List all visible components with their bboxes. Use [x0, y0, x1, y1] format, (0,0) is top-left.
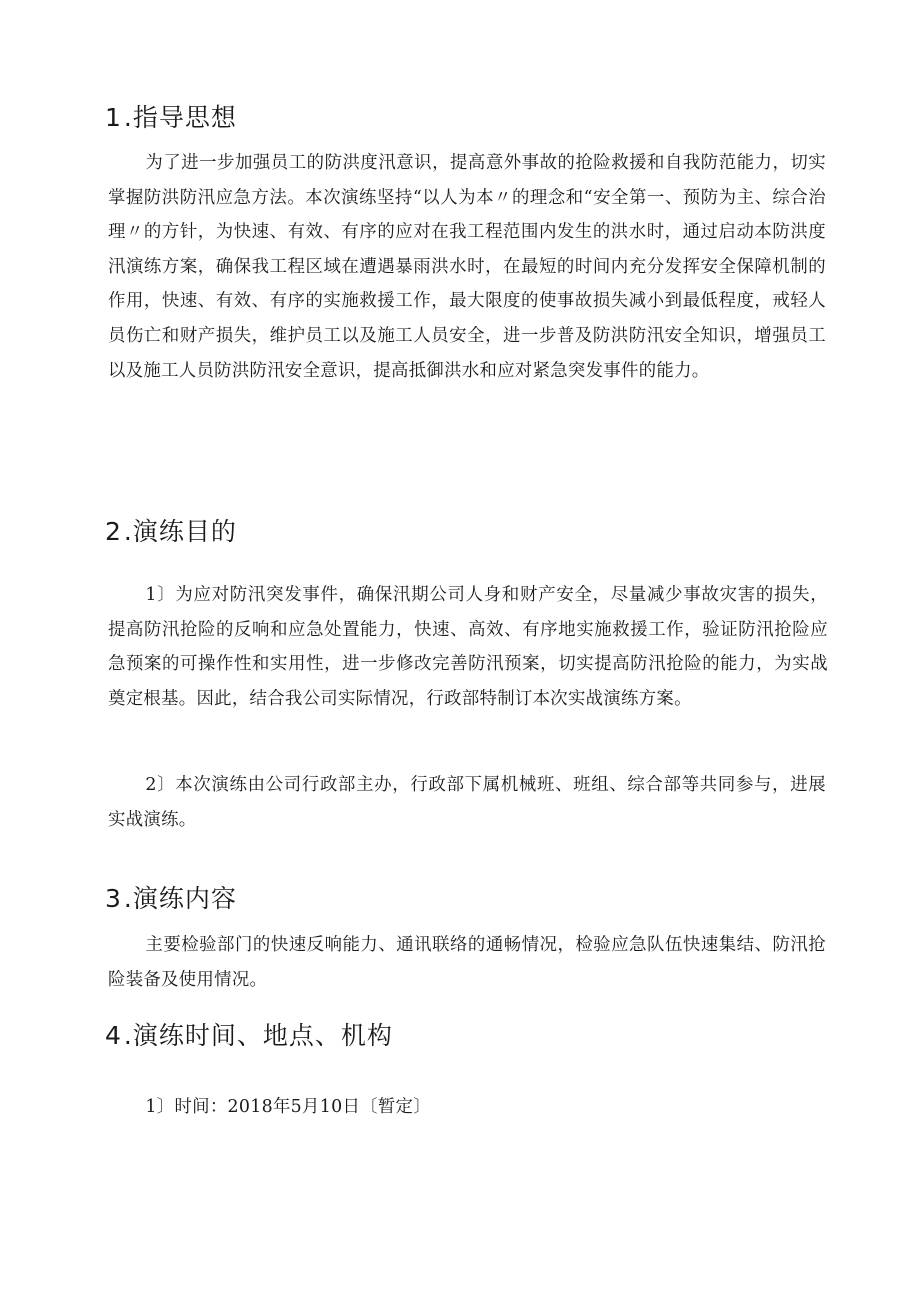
section-number: 3 — [105, 884, 122, 913]
section-number: 1 — [105, 103, 122, 132]
section-heading-2 — [105, 516, 237, 548]
section-2-paragraph-1: 1〕为应对防汛突发事件，确保汛期公司人身和财产安全，尽量减少事故灾害的损失，提高防汛抢险的反响和应急处置能力，快速、高效、有序地实施救援工作，验证防汛抢险应急预案的可操作性和实用性，进一步修改完善防汛预案，切实提高防汛抢险的能力，为实战奠定根基。因此，结合我公司实际情况，行政部特制订本次实战演练方案。 — [108, 585, 828, 709]
section-1-paragraph-1: 为了进一步加强员工的防洪度汛意识，提高意外事故的抢险救援和自我防范能力，切实掌握防洪防汛应急方法。本次演练坚持“以人为本〃的理念和“安全第一、预防为主、综合治理〃的方针，为快速、有效、有序的应对在我工程范围内发生的洪水时，通过启动本防洪度汛演练方案，确保我工程区域在遭遇暴雨洪水时，在最短的时间内充分发挥安全保障机制的作用，快速、有效、有序的实施救援工作，最大限度的使事故损失减小到最低程度，戒轻人员伤亡和财产损失，维护员工以及施工人员安全，进一步普及防洪防汛安全知识，增强员工以及施工人员防洪防汛安全意识，提高抵御洪水和应对紧急突发事件的能力。 — [108, 153, 826, 381]
section-title: .指导思想 — [123, 103, 237, 132]
section-2-paragraph-2: 2〕本次演练由公司行政部主办，行政部下属机械班、班组、综合部等共同参与，进展实战演练。 — [108, 775, 826, 830]
section-heading-3 — [105, 883, 237, 915]
section-title: .演练内容 — [123, 884, 237, 913]
section-number: 4 — [105, 1021, 122, 1050]
section-4-paragraph-1: 1〕时间：2018年5月10日〔暂定〕 — [145, 1097, 431, 1117]
section-title: .演练时间、地点、机构 — [123, 1021, 393, 1050]
section-heading-4 — [105, 1020, 393, 1052]
section-3-paragraph-1: 主要检验部门的快速反响能力、通讯联络的通畅情况，检验应急队伍快速集结、防汛抢险装备及使用情况。 — [108, 935, 826, 990]
section-number: 2 — [105, 517, 122, 546]
section-title: .演练目的 — [123, 517, 237, 546]
section-heading-1 — [105, 102, 237, 134]
